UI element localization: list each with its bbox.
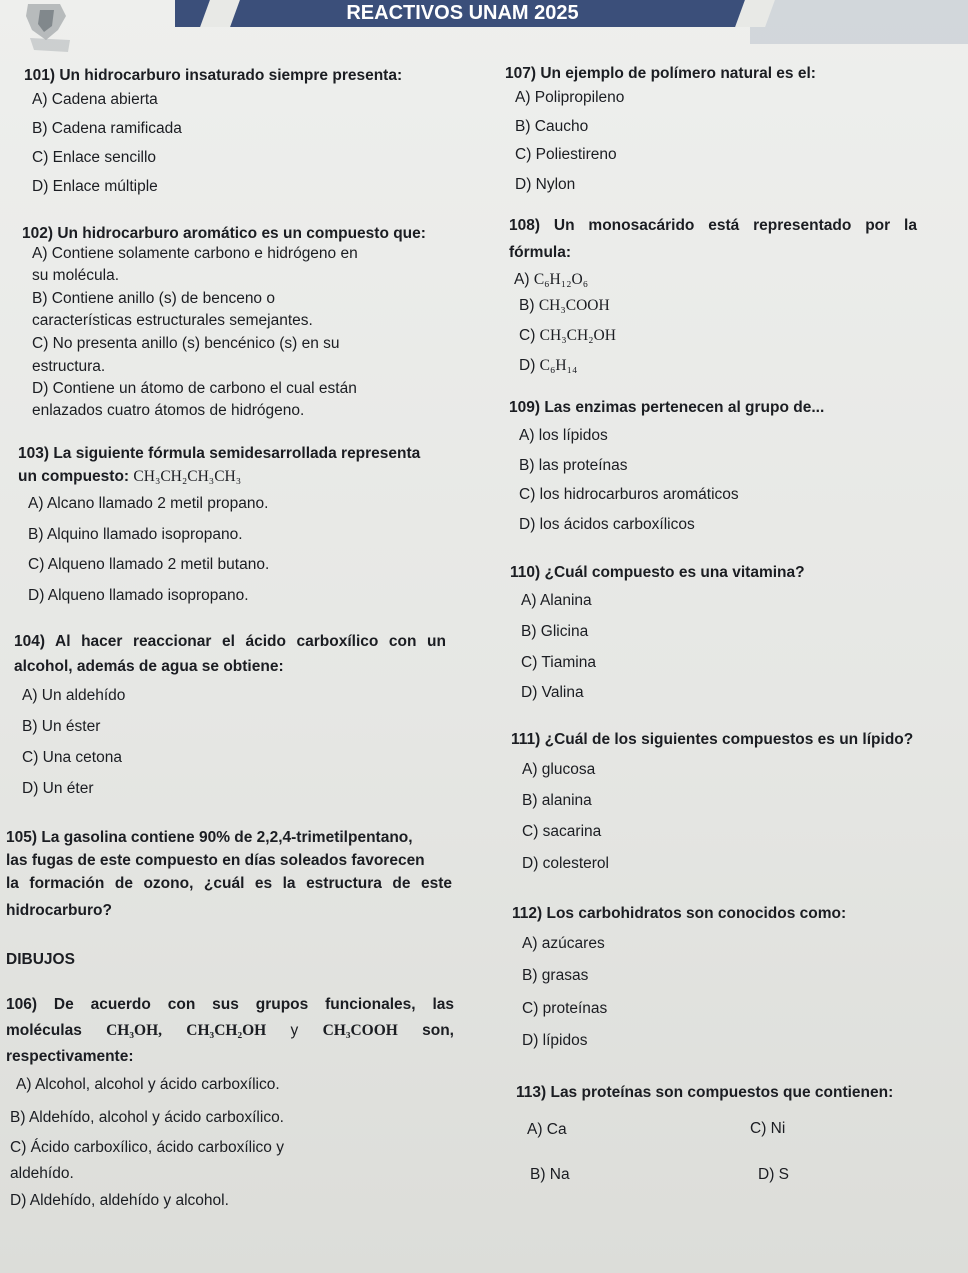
q102-line: estructura. (32, 358, 106, 375)
q103-formula: CH₃CH₂CH₃CH₃ (133, 468, 242, 485)
q111-option-c: C) sacarina (522, 823, 602, 840)
q106-question-cont (6, 1020, 454, 1041)
q111-option-a: A) glucosa (522, 761, 596, 778)
option-label: B) (519, 297, 535, 314)
q110-question: 110) ¿Cuál compuesto es una vitamina? (510, 564, 805, 581)
q106-text: y (290, 1022, 299, 1039)
q107-question: 107) Un ejemplo de polímero natural es el: (505, 65, 816, 82)
q105-line: hidrocarburo? (6, 902, 112, 919)
q102-line: D) Contiene un átomo de carbono el cual están (32, 380, 357, 397)
q109-option-a: A) los lípidos (519, 427, 608, 444)
q107-option-a: A) Polipropileno (515, 89, 625, 106)
q106-text: moléculas (6, 1022, 82, 1039)
q108-formula: C₆H₁₄ (539, 357, 578, 374)
q104-option-c: C) Una cetona (22, 749, 122, 766)
q102-line: su molécula. (32, 267, 120, 284)
q109-question: 109) Las enzimas pertenecen al grupo de... (509, 399, 825, 416)
q109-option-d: D) los ácidos carboxílicos (519, 516, 695, 533)
q108-option-b (519, 295, 610, 316)
option-label: A) (514, 271, 530, 288)
q103-option-d: D) Alqueno llamado isopropano. (28, 587, 249, 604)
q108-formula: CH₃COOH (538, 297, 610, 314)
q108-option-a (514, 269, 588, 290)
q104-question-cont: alcohol, además de agua se obtiene: (14, 658, 284, 675)
q104-question: 104) Al hacer reaccionar el ácido carboxílico con un (14, 633, 446, 650)
q106-question: 106) De acuerdo con sus grupos funcionales, las (6, 996, 454, 1013)
q111-option-b: B) alanina (522, 792, 592, 809)
option-label: D) (519, 357, 536, 374)
q102-line: A) Contiene solamente carbono e hidrógeno en (32, 245, 358, 262)
q112-option-c: C) proteínas (522, 1000, 608, 1017)
q110-option-b: B) Glicina (521, 623, 589, 640)
q103-option-c: C) Alqueno llamado 2 metil butano. (28, 556, 270, 573)
q108-question: 108) Un monosacárido está representado por la (509, 217, 917, 234)
q102-question: 102) Un hidrocarburo aromático es un compuesto que: (22, 225, 426, 242)
q106-option-c: C) Ácido carboxílico, ácido carboxílico y (10, 1139, 284, 1156)
q102-line: características estructurales semejantes. (32, 312, 313, 329)
q105-line: 105) La gasolina contiene 90% de 2,2,4-trimetilpentano, (6, 829, 413, 846)
q105-line: las fugas de este compuesto en días soleados favorecen (6, 852, 425, 869)
q112-option-a: A) azúcares (522, 935, 605, 952)
q106-formula: CH₃OH, (106, 1022, 162, 1039)
q113-option-d: D) S (758, 1166, 789, 1183)
q106-option-d: D) Aldehído, aldehído y alcohol. (10, 1192, 229, 1209)
q104-option-a: A) Un aldehído (22, 687, 126, 704)
q102-line: B) Contiene anillo (s) de benceno o (32, 290, 275, 307)
q103-option-b: B) Alquino llamado isopropano. (28, 526, 243, 543)
q103-option-a: A) Alcano llamado 2 metil propano. (28, 495, 269, 512)
q107-option-c: C) Poliestireno (515, 146, 617, 163)
q106-text: son, (422, 1022, 454, 1039)
q103-question: 103) La siguiente fórmula semidesarrollada representa (18, 445, 421, 462)
q108-formula: C₆H₁₂O₆ (533, 271, 589, 288)
q103-question-cont (18, 466, 241, 487)
q104-option-d: D) Un éter (22, 780, 94, 797)
q102-line: enlazados cuatro átomos de hidrógeno. (32, 402, 305, 419)
q110-option-d: D) Valina (521, 684, 584, 701)
header-decoration (750, 0, 968, 44)
q101-option-c: C) Enlace sencillo (32, 149, 157, 166)
q106-formula: CH₃COOH (322, 1022, 398, 1039)
q108-question-cont: fórmula: (509, 244, 571, 261)
q112-option-d: D) lípidos (522, 1032, 588, 1049)
q105-answer: DIBUJOS (6, 951, 75, 968)
q107-option-b: B) Caucho (515, 118, 589, 135)
q113-option-b: B) Na (530, 1166, 570, 1183)
q102-line: C) No presenta anillo (s) bencénico (s) en su (32, 335, 340, 352)
unam-crest-icon (20, 0, 110, 55)
q112-question: 112) Los carbohidratos son conocidos como: (512, 905, 847, 922)
q104-option-b: B) Un éster (22, 718, 101, 735)
q113-option-a: A) Ca (527, 1121, 567, 1138)
option-label: C) (519, 327, 536, 344)
q108-formula: CH₃CH₂OH (539, 327, 616, 344)
q106-formula: CH₃CH₂OH (186, 1022, 267, 1039)
q110-option-c: C) Tiamina (521, 654, 596, 671)
q112-option-b: B) grasas (522, 967, 589, 984)
q101-question: 101) Un hidrocarburo insaturado siempre presenta: (24, 67, 403, 84)
q106-question-end: respectivamente: (6, 1048, 134, 1065)
q108-option-c (519, 325, 616, 346)
q109-option-c: C) los hidrocarburos aromáticos (519, 486, 739, 503)
q111-question: 111) ¿Cuál de los siguientes compuestos es un lípido? (511, 731, 914, 748)
q103-label: un compuesto: (18, 468, 130, 485)
q101-option-b: B) Cadena ramificada (32, 120, 182, 137)
q101-option-a: A) Cadena abierta (32, 91, 158, 108)
q113-question: 113) Las proteínas son compuestos que contienen: (516, 1084, 894, 1101)
q101-option-d: D) Enlace múltiple (32, 178, 158, 195)
q106-option-b: B) Aldehído, alcohol y ácido carboxílico. (10, 1109, 284, 1126)
q111-option-d: D) colesterol (522, 855, 609, 872)
q108-option-d (519, 355, 577, 376)
q113-option-c: C) Ni (750, 1120, 786, 1137)
q107-option-d: D) Nylon (515, 176, 576, 193)
q106-option-c-cont: aldehído. (10, 1165, 74, 1182)
q106-option-a: A) Alcohol, alcohol y ácido carboxílico. (16, 1076, 280, 1093)
q110-option-a: A) Alanina (521, 592, 592, 609)
page-title: REACTIVOS UNAM 2025 (175, 0, 750, 27)
q105-line: la formación de ozono, ¿cuál es la estructura de este (6, 875, 452, 892)
q109-option-b: B) las proteínas (519, 457, 628, 474)
